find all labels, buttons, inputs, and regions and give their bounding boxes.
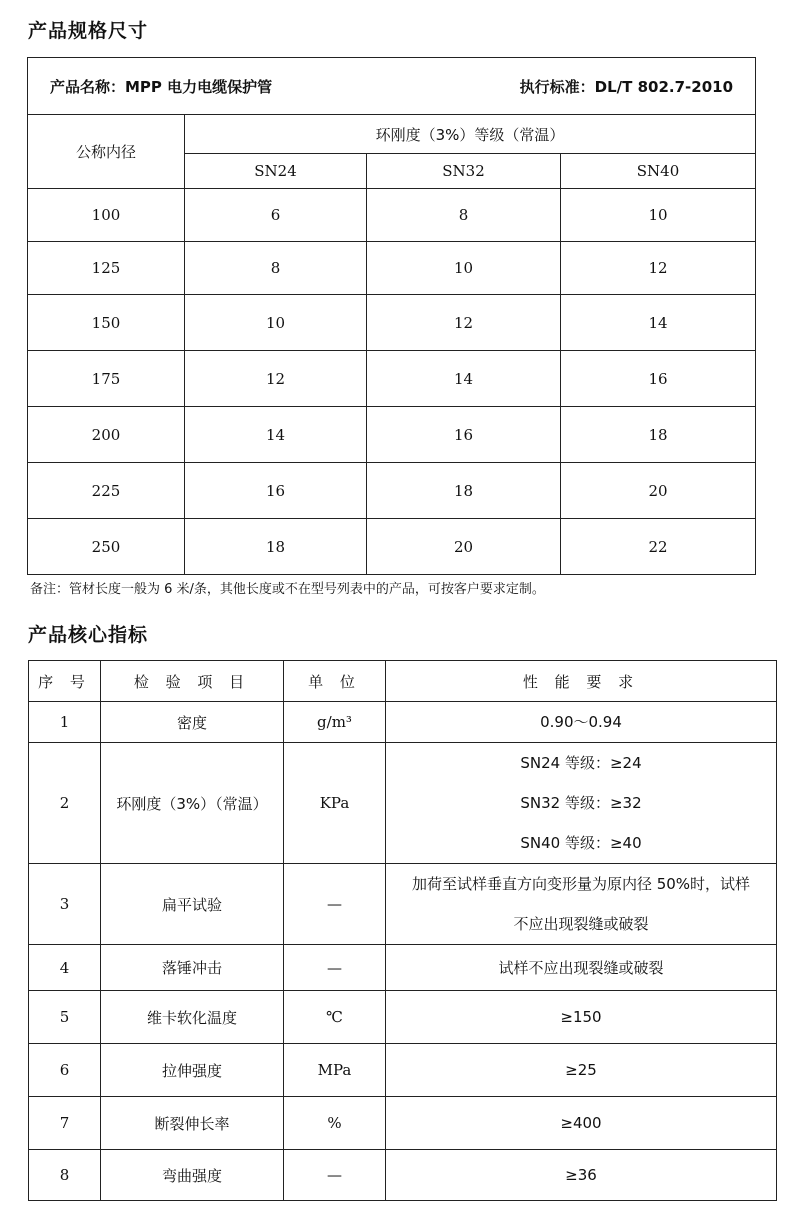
spec-table	[27, 57, 756, 575]
diameter-cell: 175	[28, 351, 185, 407]
core-no-cell: 5	[29, 991, 101, 1044]
core-item-cell: 断裂伸长率	[101, 1097, 284, 1150]
grade-group-row	[28, 115, 756, 154]
core-unit-cell: —	[284, 1150, 386, 1201]
core-req-line: ≥36	[565, 1166, 597, 1184]
core-row	[29, 1044, 777, 1097]
core-item-cell: 弯曲强度	[101, 1150, 284, 1201]
spec-row	[28, 189, 756, 242]
core-header-row	[29, 661, 777, 702]
core-row	[29, 743, 777, 864]
diameter-cell: 100	[28, 189, 185, 242]
core-req-cell	[386, 702, 777, 743]
core-req-cell	[386, 1097, 777, 1150]
diameter-cell: 150	[28, 295, 185, 351]
core-req-line: ≥25	[565, 1061, 597, 1079]
core-unit-cell: MPa	[284, 1044, 386, 1097]
grade-header: SN24	[185, 154, 367, 189]
core-unit-cell: —	[284, 945, 386, 991]
core-row	[29, 864, 777, 945]
core-req-line: 0.90～0.94	[540, 713, 622, 731]
spec-row	[28, 351, 756, 407]
spec-row	[28, 407, 756, 463]
core-unit-cell: KPa	[284, 743, 386, 864]
diameter-cell: 250	[28, 519, 185, 575]
core-req-line: 试样不应出现裂缝或破裂	[498, 958, 664, 977]
spec-table-body	[28, 189, 756, 575]
core-row	[29, 991, 777, 1044]
core-row	[29, 702, 777, 743]
core-header-req: 性 能 要 求	[386, 661, 777, 702]
col-group-header: 环刚度（3%）等级（常温）	[185, 115, 756, 154]
core-req-line: ≥150	[560, 1008, 602, 1026]
core-item-cell: 拉伸强度	[101, 1044, 284, 1097]
core-unit-cell: —	[284, 864, 386, 945]
core-req-line: 加荷至试样垂直方向变形量为原内径 50%时，试样	[411, 875, 751, 893]
core-no-cell: 4	[29, 945, 101, 991]
core-req-cell	[386, 991, 777, 1044]
core-req-cell	[386, 864, 777, 945]
core-req-line: SN32 等级：≥32	[520, 794, 642, 812]
grade-value-cell: 8	[367, 189, 561, 242]
grade-value-cell: 16	[185, 463, 367, 519]
core-item-cell: 落锤冲击	[101, 945, 284, 991]
spec-note: 备注：管材长度一般为 6 米/条，其他长度或不在型号列表中的产品，可按客户要求定制。	[30, 582, 545, 597]
spec-row	[28, 242, 756, 295]
core-header-unit: 单 位	[284, 661, 386, 702]
grade-value-cell: 14	[185, 407, 367, 463]
spec-row	[28, 519, 756, 575]
grade-value-cell: 18	[561, 407, 756, 463]
core-table-body	[29, 702, 777, 1201]
core-req-cell	[386, 945, 777, 991]
grade-header: SN40	[561, 154, 756, 189]
core-no-cell: 1	[29, 702, 101, 743]
core-row	[29, 945, 777, 991]
core-row	[29, 1097, 777, 1150]
diameter-cell: 225	[28, 463, 185, 519]
core-no-cell: 2	[29, 743, 101, 864]
diameter-cell: 200	[28, 407, 185, 463]
grade-value-cell: 14	[367, 351, 561, 407]
core-unit-cell: g/m³	[284, 702, 386, 743]
core-req-line: SN40 等级：≥40	[520, 834, 642, 852]
grade-value-cell: 16	[367, 407, 561, 463]
core-section-title: 产品核心指标	[28, 624, 149, 646]
core-item-cell: 密度	[101, 702, 284, 743]
product-name: 产品名称：MPP 电力电缆保护管	[28, 58, 367, 115]
core-req-cell	[386, 743, 777, 864]
core-req-cell	[386, 1044, 777, 1097]
core-row	[29, 1150, 777, 1201]
grade-value-cell: 22	[561, 519, 756, 575]
grade-value-cell: 20	[367, 519, 561, 575]
core-req-line: 不应出现裂缝或破裂	[513, 915, 649, 933]
standard-label: 执行标准：DL/T 802.7-2010	[367, 58, 756, 115]
core-req-cell	[386, 1150, 777, 1201]
core-item-cell: 扁平试验	[101, 864, 284, 945]
core-no-cell: 3	[29, 864, 101, 945]
core-item-cell: 维卡软化温度	[101, 991, 284, 1044]
diameter-cell: 125	[28, 242, 185, 295]
grade-value-cell: 10	[185, 295, 367, 351]
core-no-cell: 8	[29, 1150, 101, 1201]
core-item-cell: 环刚度（3%）（常温）	[101, 743, 284, 864]
core-header-item: 检 验 项 目	[101, 661, 284, 702]
core-header-no: 序 号	[29, 661, 101, 702]
grade-value-cell: 8	[185, 242, 367, 295]
col-diameter-header: 公称内径	[28, 115, 185, 189]
spec-header-row	[28, 58, 756, 115]
grade-value-cell: 18	[367, 463, 561, 519]
grade-value-cell: 12	[367, 295, 561, 351]
grade-header: SN32	[367, 154, 561, 189]
grade-value-cell: 18	[185, 519, 367, 575]
grade-value-cell: 10	[561, 189, 756, 242]
grade-value-cell: 10	[367, 242, 561, 295]
spec-section-title: 产品规格尺寸	[28, 20, 149, 42]
core-req-line: ≥400	[560, 1114, 602, 1132]
spec-row	[28, 295, 756, 351]
core-table	[28, 660, 777, 1201]
grade-value-cell: 12	[561, 242, 756, 295]
core-no-cell: 6	[29, 1044, 101, 1097]
core-req-line: SN24 等级：≥24	[520, 754, 642, 772]
grade-value-cell: 20	[561, 463, 756, 519]
grade-value-cell: 16	[561, 351, 756, 407]
core-unit-cell: %	[284, 1097, 386, 1150]
core-unit-cell: ℃	[284, 991, 386, 1044]
core-no-cell: 7	[29, 1097, 101, 1150]
grade-value-cell: 12	[185, 351, 367, 407]
grade-value-cell: 6	[185, 189, 367, 242]
grade-value-cell: 14	[561, 295, 756, 351]
spec-row	[28, 463, 756, 519]
